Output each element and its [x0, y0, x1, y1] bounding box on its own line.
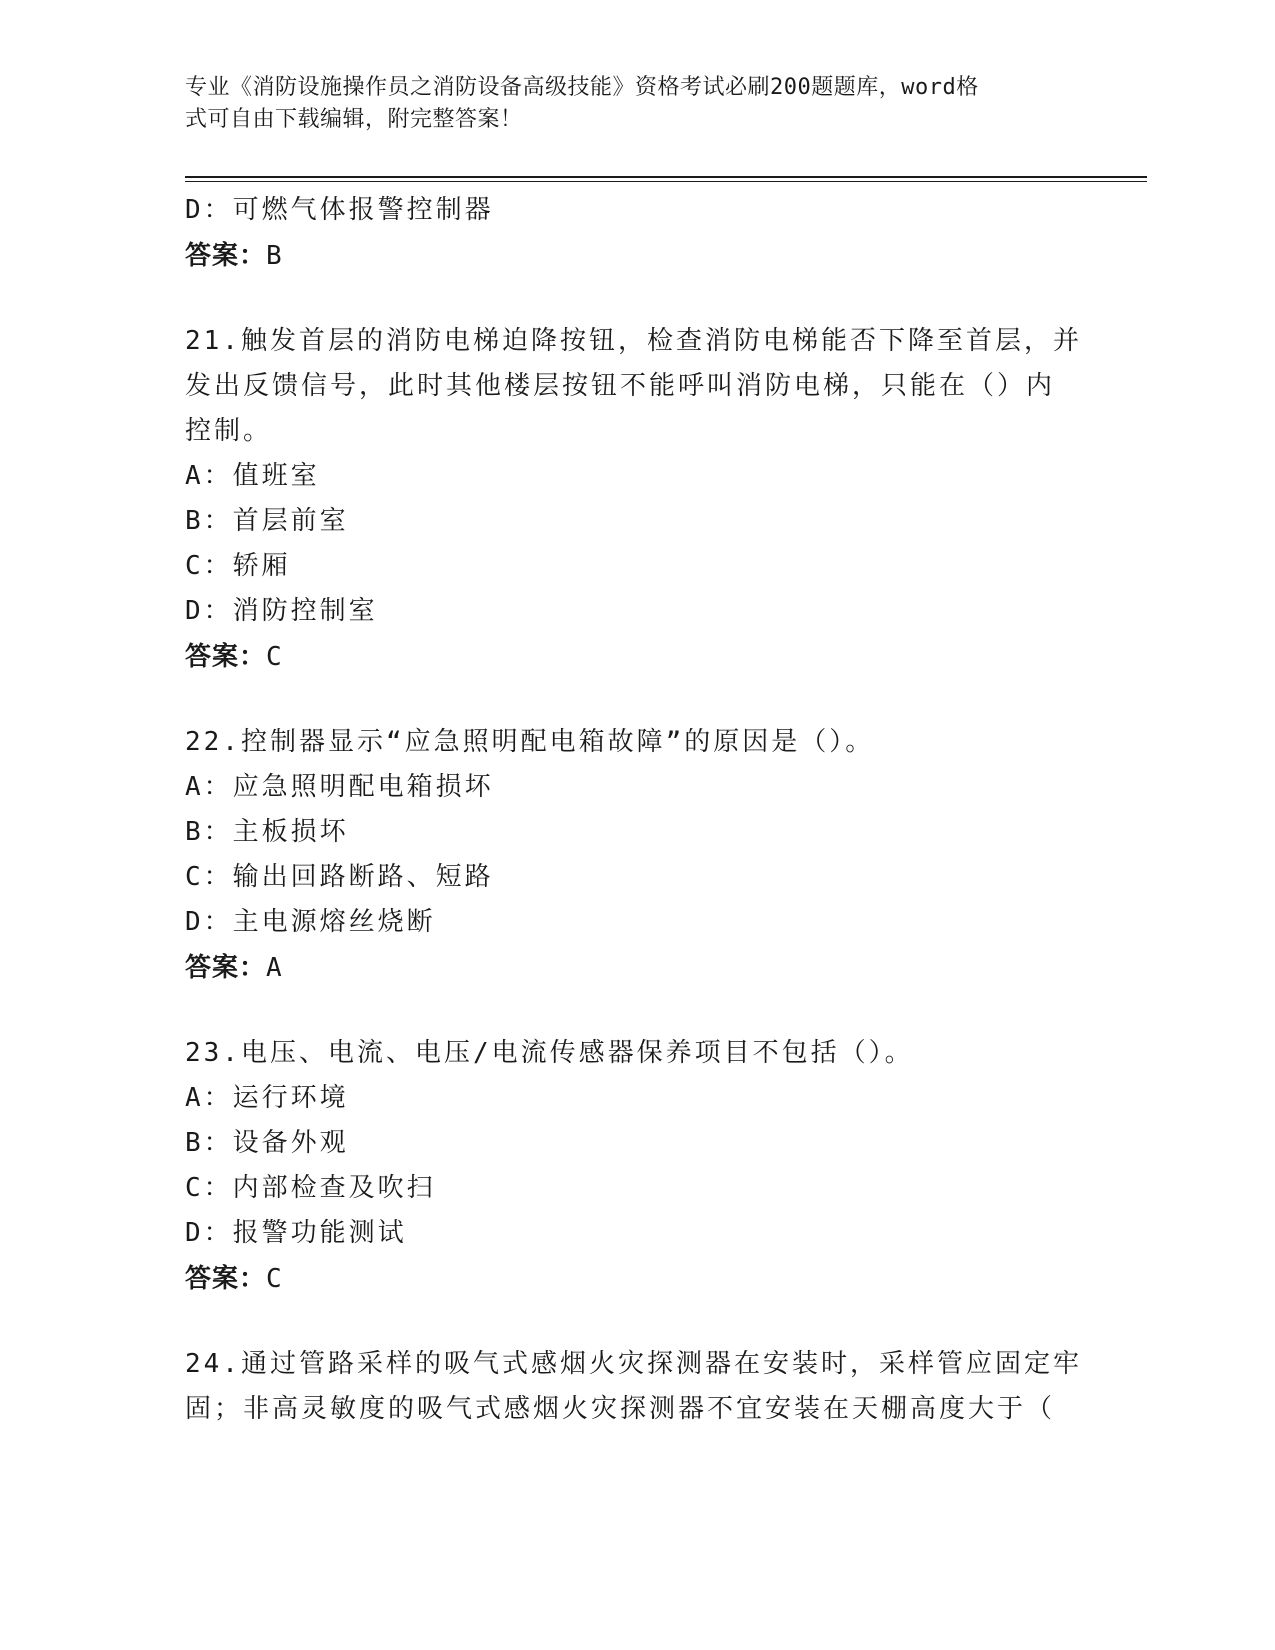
header-rule-thick [185, 176, 1147, 178]
answer-label: 答案： [185, 953, 267, 983]
question-content [185, 188, 1085, 1432]
question-24 [185, 1342, 1085, 1432]
answer-value: C [266, 642, 285, 672]
question-stem-line: 固；非高灵敏度的吸气式感烟火灾探测器不宜安装在天棚高度大于（ [185, 1394, 1056, 1424]
question-22 [185, 720, 1085, 991]
answer-value: B [266, 241, 285, 271]
option-a: A：值班室 [185, 461, 320, 491]
answer [185, 945, 1085, 991]
option-c: C：内部检查及吹扫 [185, 1173, 436, 1203]
option-b: B：设备外观 [185, 1128, 349, 1158]
prev-option-d: D：可燃气体报警控制器 [185, 195, 494, 225]
question-23 [185, 1031, 1085, 1302]
answer [185, 634, 1085, 680]
option-c: C：轿厢 [185, 551, 291, 581]
option-a: A：应急照明配电箱损坏 [185, 772, 494, 802]
option-b: B：主板损坏 [185, 817, 349, 847]
option-d: D：主电源熔丝烧断 [185, 907, 436, 937]
answer-label: 答案： [185, 642, 267, 672]
option-d: D：报警功能测试 [185, 1218, 407, 1248]
option-c: C：输出回路断路、短路 [185, 862, 494, 892]
question-stem-line: 21.触发首层的消防电梯迫降按钮，检查消防电梯能否下降至首层，并 [185, 326, 1082, 356]
question-21 [185, 319, 1085, 680]
header-line-1: 专业《消防设施操作员之消防设备高级技能》资格考试必刷200题题库，word格 [185, 75, 979, 100]
question-stem-line: 22.控制器显示“应急照明配电箱故障”的原因是（）。 [185, 727, 875, 757]
option-a: A：运行环境 [185, 1083, 349, 1113]
option-d: D：消防控制室 [185, 596, 378, 626]
option-b: B：首层前室 [185, 506, 349, 536]
document-header [185, 72, 1065, 136]
answer-value: A [266, 953, 285, 983]
answer [185, 1256, 1085, 1302]
answer-label: 答案： [185, 1264, 267, 1294]
question-stem-line: 发出反馈信号，此时其他楼层按钮不能呼叫消防电梯，只能在（）内 [185, 371, 1056, 401]
question-stem-line: 控制。 [185, 416, 273, 446]
prev-answer [185, 233, 1085, 279]
answer-label: 答案： [185, 241, 267, 271]
question-stem-line: 23.电压、电流、电压/电流传感器保养项目不包括（）。 [185, 1038, 914, 1068]
question-stem-line: 24.通过管路采样的吸气式感烟火灾探测器在安装时，采样管应固定牢 [185, 1349, 1082, 1379]
answer-value: C [266, 1264, 285, 1294]
header-line-2: 式可自由下载编辑，附完整答案！ [185, 107, 523, 132]
header-rule-thin [185, 181, 1147, 182]
